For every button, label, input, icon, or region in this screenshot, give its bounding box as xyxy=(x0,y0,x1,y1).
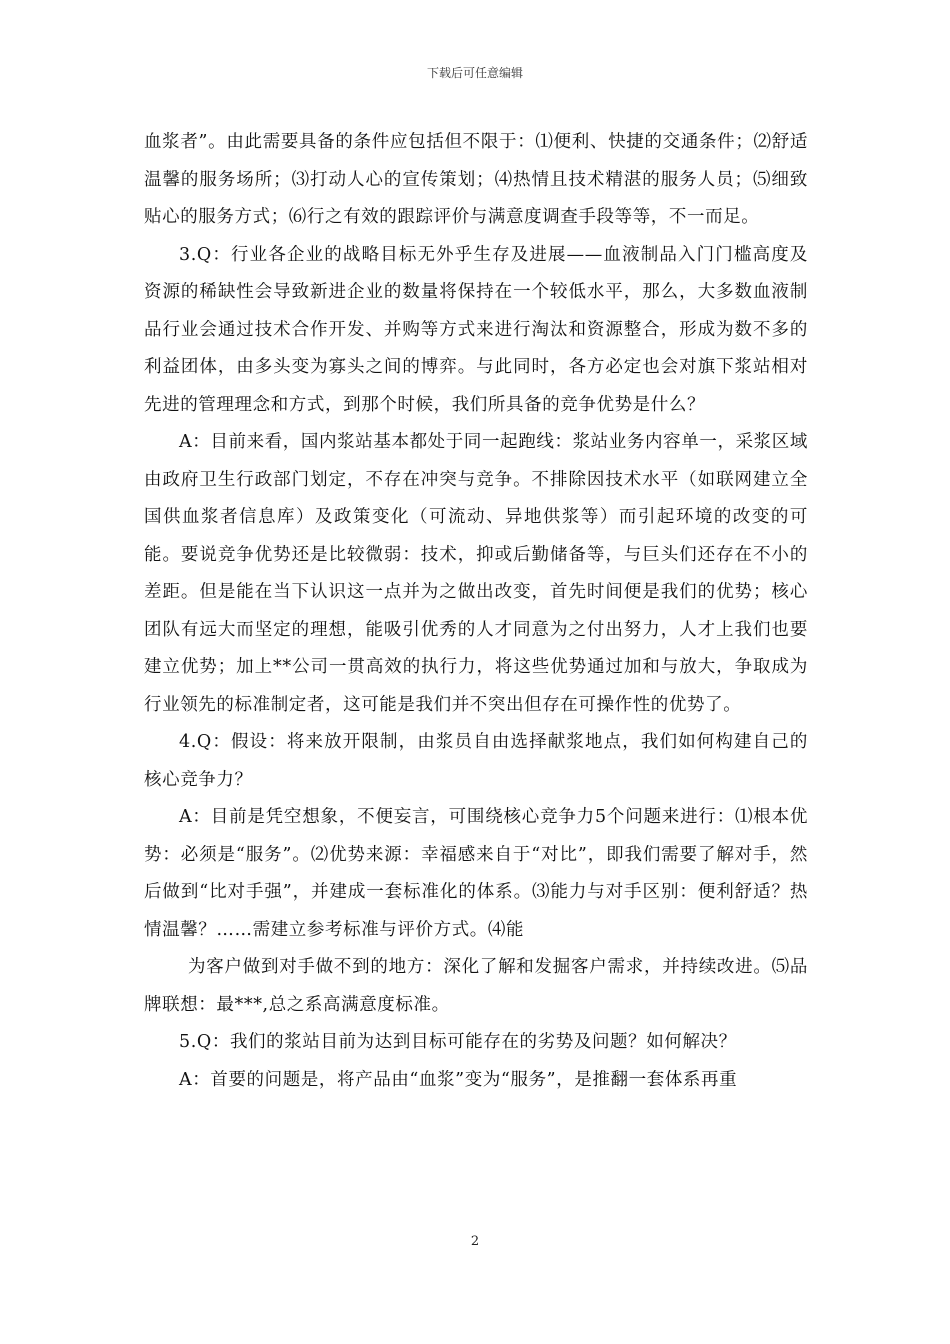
paragraph-question-5: 5.Q：我们的浆站目前为达到目标可能存在的劣势及问题？如何解决？ xyxy=(179,1032,737,1052)
paragraph-blood-plasma-conditions: 血浆者”。由此需要具备的条件应包括但不限于：⑴便利、快捷的交通条件；⑵舒适温馨的服务场所；⑶打动人心的宣传策划；⑷热情且技术精湛的服务人员；⑸细致贴心的服务方式；⑹行之有效的跟踪评价与满意度调查手段等等，不一而足。 xyxy=(144,132,808,227)
page-header: 下载后可任意编辑 xyxy=(426,66,523,80)
paragraph-question-4: 4.Q：假设：将来放开限制，由浆员自由选择献浆地点，我们如何构建自己的核心竞争力？ xyxy=(144,732,808,790)
page-number: 2 xyxy=(470,1234,480,1249)
paragraph-question-3: 3.Q：行业各企业的战略目标无外乎生存及进展——血液制品入门门槛高度及资源的稀缺性会导致新进企业的数量将保持在一个较低水平，那么，大多数血液制品行业会通过技术合作开发、并购等方式来进行淘汰和资源整合，形成为数不多的利益团体，由多头变为寡头之间的博弈。与此同时，各方必定也会对旗下浆站相对先进的管理理念和方式，到那个时候，我们所具备的竞争优势是什么？ xyxy=(144,244,808,415)
paragraph-answer-5: A：首要的问题是，将产品由“血浆”变为“服务”，是推翻一套体系再重 xyxy=(179,1069,738,1090)
paragraph-answer-3: A：目前来看，国内浆站基本都处于同一起跑线：浆站业务内容单一，采浆区域由政府卫生行政部门划定，不存在冲突与竞争。不排除因技术水平（如联网建立全国供血浆者信息库）及政策变化（可流动、异地供浆等）而引起环境的改变的可能。要说竞争优势还是比较微弱：技术，抑或后勤储备等，与巨头们还存在不小的差距。但是能在当下认识这一点并为之做出改变，首先时间便是我们的优势；核心团队有远大而坚定的理想，能吸引优秀的人才同意为之付出努力，人才上我们也要建立优势；加上**公司一贯高效的执行力，将这些优势通过加和与放大，争取成为行业领先的标准制定者，这可能是我们并不突出但存在可操作性的优势了。 xyxy=(144,432,808,715)
paragraph-answer-4: A：目前是凭空想象，不便妄言，可围绕核心竞争力5个问题来进行：⑴根本优势：必须是“服务”。⑵优势来源：幸福感来自于“对比”，即我们需要了解对手，然后做到“比对手强”，并建成一套标准化的体系。⑶能力与对手区别：便利舒适？热情温馨？……需建立参考标准与评价方式。⑷能 xyxy=(144,807,808,940)
document-body xyxy=(144,124,808,1099)
paragraph-answer-4-continued: 为客户做到对手做不到的地方：深化了解和发掘客户需求，并持续改进。⑸品牌联想：最***,总之系高满意度标准。 xyxy=(144,957,808,1015)
